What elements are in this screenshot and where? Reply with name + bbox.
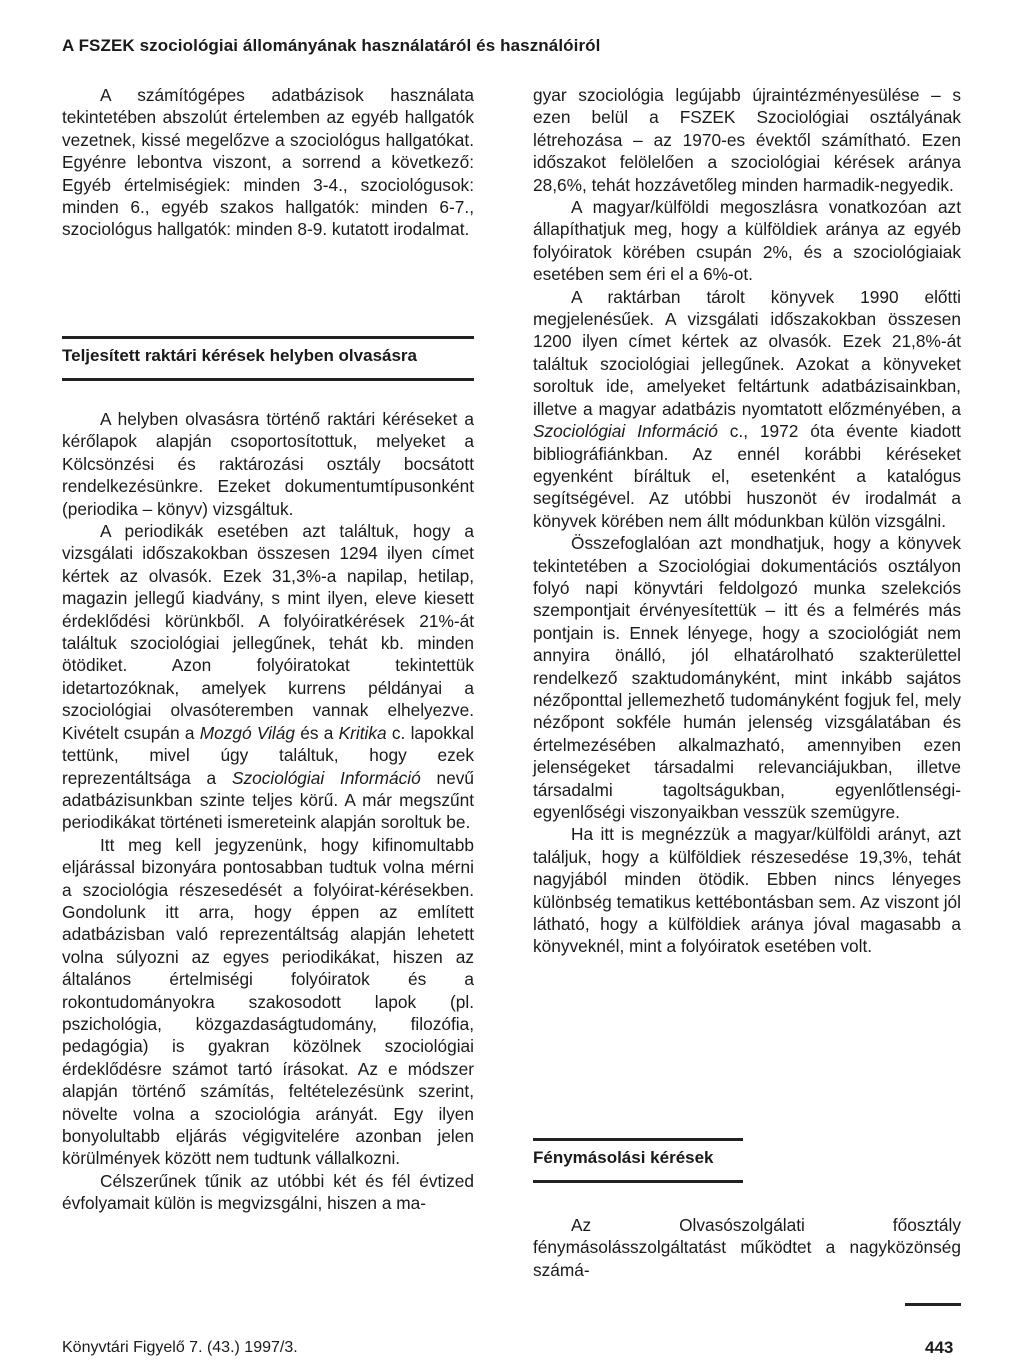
page-number: 443	[925, 1338, 954, 1357]
italic-title: Kritika	[338, 722, 387, 743]
italic-title: Szociológiai Információ	[533, 421, 718, 442]
italic-title: Mozgó Világ	[199, 722, 295, 743]
right-column-body	[533, 84, 961, 958]
section-rule-top	[62, 336, 474, 339]
paragraph: Célszerűnek tűnik az utóbbi két és fél évtized évfolyamait külön is megvizsgálni, hiszen a ma-	[62, 1170, 474, 1214]
section-rule-bottom	[533, 1180, 743, 1183]
paragraph: A helyben olvasásra történő raktári kéréseket a kérőlapok alapján csoportosítottuk, melyeket a Kölcsönzési és raktározási osztály bocsátott rendelkezésünkre. Ezeket dokumentumtípusonként (periodika – könyv) vizsgáltuk.	[62, 409, 474, 519]
paragraph: A raktárban tárolt könyvek 1990 előtti megjelenésűek. A vizsgálati időszakokban összesen 1200 ilyen címet kértek az olvasók. Ezek 21,8%-át találtuk szociológiai jellegűnek. Azokat a könyveket soroltuk ide, amelyeket feltártunk adatbázisainkban, illetve a magyar adatbázis nyomtatott előzményében, a Szociológiai Információ c., 1972 óta évente kiadott bibliográfiánkban. Az ennél korábbi kéréseket egyenként bíráltuk el, esetenként a katalógus segítségével. Az utóbbi huszonöt év irodalmát a könyvek körében nem állt módunkban külön vizsgálni.	[533, 286, 961, 531]
paragraph: gyar szociológia legújabb újraintézményesülése – s ezen belül a FSZEK Szociológiai osztályának létrehozása – az 1970-es évektől számítható. Ezen időszakot felölelően a szociológiai kérések aránya 28,6%, tehát hozzávetőleg minden harmadik-negyedik.	[533, 85, 961, 195]
running-header: A FSZEK szociológiai állományának használatáról és használóiról	[62, 36, 601, 55]
section-rule-top	[533, 1138, 743, 1141]
left-column-body	[62, 408, 474, 1215]
section-rule-bottom	[62, 378, 474, 381]
right-column-last	[533, 1214, 961, 1281]
left-column-intro	[62, 84, 474, 241]
paragraph: A magyar/külföldi megoszlásra vonatkozóan azt állapíthatjuk meg, hogy a külföldiek aránya az egyéb folyóiratok körében csupán 2%, és a szociológiaiak esetében sem éri el a 6%-ot.	[533, 197, 961, 285]
paragraph: Az Olvasószolgálati főosztály fénymásolásszolgáltatást működtet a nagyközönség számá-	[533, 1215, 961, 1280]
section-title-fenymasolasi: Fénymásolási kérések	[533, 1148, 714, 1167]
italic-title: Szociológiai Információ	[231, 767, 421, 788]
paragraph: A számítógépes adatbázisok használata tekintetében abszolút értelemben az egyéb hallgatók vezetnek, kissé megelőzve a szociológus hallgatókat. Egyénre lebontva viszont, a sorrend a következő: Egyéb értelmiségiek: minden 3-4., szociológusok: minden 6., egyéb szakos hallgatók: minden 6-7., szociológus hallgatók: minden 8-9. kutatott irodalmat.	[62, 85, 474, 240]
paragraph: A periodikák esetében azt találtuk, hogy a vizsgálati időszakokban összesen 1294 ilyen címet kértek az olvasók. Ezek 31,3%-a napilap, hetilap, magazin jellegű kiadvány, s mint ilyen, eleve kiesett érdeklődési körünkből. A folyóiratkérések 21%-át találtuk szociológiai jellegűnek, tehát kb. minden ötödiket. Azon folyóiratokat tekintettük idetartozóknak, amelyek kurrens példányai a szociológiai olvasóteremben vannak elhelyezve. Kivételt csupán a Mozgó Világ és a Kritika c. lapokkal tettünk, mivel úgy találtuk, hogy ezek reprezentáltsága a Szociológiai Információ nevű adatbázisunkban szinte teljes körű. A már megszűnt periodikákat történeti ismereteink alapján soroltuk be.	[62, 521, 474, 833]
paragraph: Ha itt is megnézzük a magyar/külföldi arányt, azt találjuk, hogy a külföldiek részesedése 19,3%, tehát nagyjából minden ötödik. Ebben nincs lényeges különbség tematikus kettébontásban sem. Az viszont jól látható, hogy a külföldiek aránya jóval magasabb a könyveknél, mint a folyóiratok esetében volt.	[533, 824, 961, 957]
footer-rule	[905, 1303, 961, 1306]
journal-citation: Könyvtári Figyelő 7. (43.) 1997/3.	[62, 1339, 298, 1356]
paragraph: Összefoglalóan azt mondhatjuk, hogy a könyvek tekintetében a Szociológiai dokumentációs osztályon folyó napi könyvtári feldolgozó munka szelekciós szempontjait érvényesítettük – itt és a felmérés más pontjain is. Ennek lényege, hogy a szociológiát nem annyira önálló, jól elhatárolható szakterülettel rendelkező szaktudományként, mint inkább sajátos nézőponttal jellemezhető tudományként fogjuk fel, mely nézőpont sokféle humán jelenség vizsgálatában és értelmezésében alkalmazható, amennyiben ezen jelenségeket társadalmi relevanciájukban, illetve társadalmi tagoltságukban, egyenlőtlenségi-egyenlőségi viszonyaikban vesszük szemügyre.	[533, 533, 961, 822]
paragraph: Itt meg kell jegyzenünk, hogy kifinomultabb eljárással bizonyára pontosabban tudtuk volna mérni a szociológia részesedését a folyóirat-kérésekben. Gondolunk itt arra, hogy éppen az említett adatbázisban való reprezentáltság alapján lehetett volna súlyozni az egyes periodikákat, hiszen az általános értelmiségi folyóiratok és a rokontudományokra szakosodott lapok (pl. pszichológia, közgazdaságtudomány, filozófia, pedagógia) is gyakran közölnek szociológiai érdeklődésre számot tartó írásokat. Az e módszer alapján történő számítás, feltételezésünk szerint, növelte volna a szociológia arányát. Egy ilyen bonyolultabb eljárás végigvitelére azonban jelen körülmények között nem tudtunk vállalkozni.	[62, 834, 474, 1169]
section-title-raktari: Teljesített raktári kérések helyben olvasásra	[62, 346, 417, 365]
